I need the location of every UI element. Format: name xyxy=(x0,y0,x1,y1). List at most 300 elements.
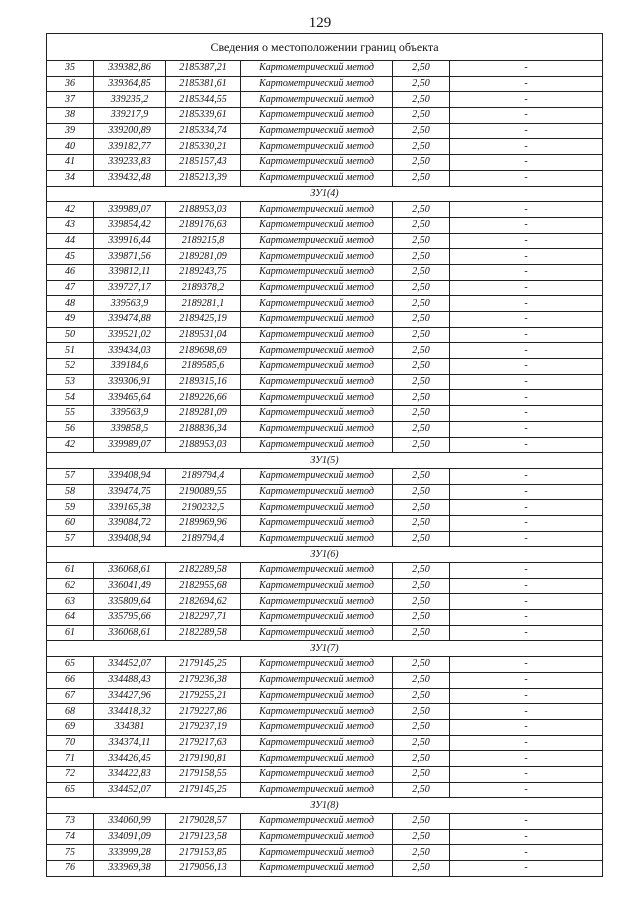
method-cell: Картометрический метод xyxy=(241,155,393,171)
x-coordinate-cell: 339858,5 xyxy=(94,421,166,437)
point-number-cell: 75 xyxy=(47,845,94,861)
point-number-cell: 68 xyxy=(47,704,94,720)
y-coordinate-cell: 2189794,4 xyxy=(166,468,241,484)
point-number-cell: 42 xyxy=(47,202,94,218)
description-cell: - xyxy=(450,139,603,155)
accuracy-cell: 2,50 xyxy=(393,139,450,155)
description-cell: - xyxy=(450,500,603,516)
x-coordinate-cell: 334060,99 xyxy=(94,814,166,830)
accuracy-cell: 2,50 xyxy=(393,766,450,782)
method-cell: Картометрический метод xyxy=(241,280,393,296)
point-number-cell: 58 xyxy=(47,484,94,500)
description-cell: - xyxy=(450,421,603,437)
method-cell: Картометрический метод xyxy=(241,390,393,406)
method-cell: Картометрический метод xyxy=(241,343,393,359)
accuracy-cell: 2,50 xyxy=(393,625,450,641)
description-cell: - xyxy=(450,657,603,673)
table-row xyxy=(47,155,603,171)
description-cell: - xyxy=(450,766,603,782)
table-row xyxy=(47,233,603,249)
point-number-cell: 61 xyxy=(47,625,94,641)
description-cell: - xyxy=(450,484,603,500)
y-coordinate-cell: 2189698,69 xyxy=(166,343,241,359)
y-coordinate-cell: 2179236,38 xyxy=(166,672,241,688)
group-label: ЗУ1(5) xyxy=(47,453,603,469)
x-coordinate-cell: 334091,09 xyxy=(94,829,166,845)
point-number-cell: 42 xyxy=(47,437,94,453)
table-row xyxy=(47,515,603,531)
description-cell: - xyxy=(450,845,603,861)
x-coordinate-cell: 339182,77 xyxy=(94,139,166,155)
accuracy-cell: 2,50 xyxy=(393,123,450,139)
method-cell: Картометрический метод xyxy=(241,782,393,798)
table-row xyxy=(47,657,603,673)
point-number-cell: 34 xyxy=(47,170,94,186)
table-row xyxy=(47,421,603,437)
description-cell: - xyxy=(450,280,603,296)
x-coordinate-cell: 339306,91 xyxy=(94,374,166,390)
y-coordinate-cell: 2189315,16 xyxy=(166,374,241,390)
x-coordinate-cell: 339465,64 xyxy=(94,390,166,406)
x-coordinate-cell: 339364,85 xyxy=(94,76,166,92)
y-coordinate-cell: 2182694,62 xyxy=(166,594,241,610)
x-coordinate-cell: 339382,86 xyxy=(94,61,166,77)
x-coordinate-cell: 339165,38 xyxy=(94,500,166,516)
point-number-cell: 76 xyxy=(47,861,94,877)
description-cell: - xyxy=(450,327,603,343)
x-coordinate-cell: 339408,94 xyxy=(94,531,166,547)
accuracy-cell: 2,50 xyxy=(393,61,450,77)
table-row xyxy=(47,437,603,453)
accuracy-cell: 2,50 xyxy=(393,719,450,735)
accuracy-cell: 2,50 xyxy=(393,751,450,767)
method-cell: Картометрический метод xyxy=(241,688,393,704)
y-coordinate-cell: 2179153,85 xyxy=(166,845,241,861)
x-coordinate-cell: 334488,43 xyxy=(94,672,166,688)
accuracy-cell: 2,50 xyxy=(393,312,450,328)
method-cell: Картометрический метод xyxy=(241,500,393,516)
table-row xyxy=(47,139,603,155)
accuracy-cell: 2,50 xyxy=(393,359,450,375)
x-coordinate-cell: 335795,66 xyxy=(94,610,166,626)
accuracy-cell: 2,50 xyxy=(393,406,450,422)
table-row xyxy=(47,359,603,375)
point-number-cell: 55 xyxy=(47,406,94,422)
x-coordinate-cell: 339871,56 xyxy=(94,249,166,265)
table-row xyxy=(47,76,603,92)
y-coordinate-cell: 2190089,55 xyxy=(166,484,241,500)
group-header-row xyxy=(47,453,603,469)
accuracy-cell: 2,50 xyxy=(393,202,450,218)
description-cell: - xyxy=(450,688,603,704)
y-coordinate-cell: 2189585,6 xyxy=(166,359,241,375)
y-coordinate-cell: 2188836,34 xyxy=(166,421,241,437)
group-label: ЗУ1(7) xyxy=(47,641,603,657)
x-coordinate-cell: 339521,02 xyxy=(94,327,166,343)
table-row xyxy=(47,374,603,390)
point-number-cell: 52 xyxy=(47,359,94,375)
y-coordinate-cell: 2188953,03 xyxy=(166,202,241,218)
method-cell: Картометрический метод xyxy=(241,61,393,77)
y-coordinate-cell: 2189969,96 xyxy=(166,515,241,531)
method-cell: Картометрический метод xyxy=(241,76,393,92)
y-coordinate-cell: 2189176,63 xyxy=(166,217,241,233)
accuracy-cell: 2,50 xyxy=(393,531,450,547)
point-number-cell: 62 xyxy=(47,578,94,594)
x-coordinate-cell: 339854,42 xyxy=(94,217,166,233)
group-header-row xyxy=(47,547,603,563)
x-coordinate-cell: 339727,17 xyxy=(94,280,166,296)
x-coordinate-cell: 336068,61 xyxy=(94,563,166,579)
table-row xyxy=(47,264,603,280)
description-cell: - xyxy=(450,719,603,735)
method-cell: Картометрический метод xyxy=(241,845,393,861)
method-cell: Картометрический метод xyxy=(241,202,393,218)
accuracy-cell: 2,50 xyxy=(393,829,450,845)
description-cell: - xyxy=(450,515,603,531)
x-coordinate-cell: 339233,83 xyxy=(94,155,166,171)
method-cell: Картометрический метод xyxy=(241,704,393,720)
group-header-row xyxy=(47,798,603,814)
method-cell: Картометрический метод xyxy=(241,327,393,343)
method-cell: Картометрический метод xyxy=(241,594,393,610)
point-number-cell: 59 xyxy=(47,500,94,516)
x-coordinate-cell: 339989,07 xyxy=(94,437,166,453)
y-coordinate-cell: 2189215,8 xyxy=(166,233,241,249)
point-number-cell: 69 xyxy=(47,719,94,735)
method-cell: Картометрический метод xyxy=(241,531,393,547)
y-coordinate-cell: 2179028,57 xyxy=(166,814,241,830)
y-coordinate-cell: 2179056,13 xyxy=(166,861,241,877)
table-row xyxy=(47,766,603,782)
method-cell: Картометрический метод xyxy=(241,421,393,437)
accuracy-cell: 2,50 xyxy=(393,735,450,751)
table-row xyxy=(47,829,603,845)
y-coordinate-cell: 2179255,21 xyxy=(166,688,241,704)
table-row xyxy=(47,500,603,516)
y-coordinate-cell: 2182289,58 xyxy=(166,625,241,641)
x-coordinate-cell: 339563,9 xyxy=(94,406,166,422)
method-cell: Картометрический метод xyxy=(241,657,393,673)
description-cell: - xyxy=(450,312,603,328)
accuracy-cell: 2,50 xyxy=(393,484,450,500)
method-cell: Картометрический метод xyxy=(241,437,393,453)
x-coordinate-cell: 334452,07 xyxy=(94,782,166,798)
x-coordinate-cell: 339434,03 xyxy=(94,343,166,359)
table-row xyxy=(47,814,603,830)
method-cell: Картометрический метод xyxy=(241,123,393,139)
accuracy-cell: 2,50 xyxy=(393,296,450,312)
table-row xyxy=(47,578,603,594)
table-row xyxy=(47,280,603,296)
point-number-cell: 61 xyxy=(47,563,94,579)
accuracy-cell: 2,50 xyxy=(393,249,450,265)
point-number-cell: 63 xyxy=(47,594,94,610)
table-row xyxy=(47,61,603,77)
y-coordinate-cell: 2189281,09 xyxy=(166,406,241,422)
x-coordinate-cell: 339989,07 xyxy=(94,202,166,218)
method-cell: Картометрический метод xyxy=(241,751,393,767)
x-coordinate-cell: 334374,11 xyxy=(94,735,166,751)
point-number-cell: 46 xyxy=(47,264,94,280)
method-cell: Картометрический метод xyxy=(241,249,393,265)
accuracy-cell: 2,50 xyxy=(393,76,450,92)
y-coordinate-cell: 2185387,21 xyxy=(166,61,241,77)
point-number-cell: 45 xyxy=(47,249,94,265)
point-number-cell: 47 xyxy=(47,280,94,296)
description-cell: - xyxy=(450,202,603,218)
accuracy-cell: 2,50 xyxy=(393,264,450,280)
table-row xyxy=(47,92,603,108)
method-cell: Картометрический метод xyxy=(241,814,393,830)
point-number-cell: 49 xyxy=(47,312,94,328)
description-cell: - xyxy=(450,217,603,233)
description-cell: - xyxy=(450,610,603,626)
description-cell: - xyxy=(450,751,603,767)
accuracy-cell: 2,50 xyxy=(393,374,450,390)
point-number-cell: 74 xyxy=(47,829,94,845)
y-coordinate-cell: 2185157,43 xyxy=(166,155,241,171)
accuracy-cell: 2,50 xyxy=(393,515,450,531)
method-cell: Картометрический метод xyxy=(241,108,393,124)
method-cell: Картометрический метод xyxy=(241,610,393,626)
y-coordinate-cell: 2189226,66 xyxy=(166,390,241,406)
table-row xyxy=(47,719,603,735)
point-number-cell: 72 xyxy=(47,766,94,782)
x-coordinate-cell: 334427,96 xyxy=(94,688,166,704)
point-number-cell: 38 xyxy=(47,108,94,124)
x-coordinate-cell: 334381 xyxy=(94,719,166,735)
accuracy-cell: 2,50 xyxy=(393,217,450,233)
table-row xyxy=(47,845,603,861)
accuracy-cell: 2,50 xyxy=(393,563,450,579)
x-coordinate-cell: 339217,9 xyxy=(94,108,166,124)
point-number-cell: 70 xyxy=(47,735,94,751)
table-row xyxy=(47,170,603,186)
accuracy-cell: 2,50 xyxy=(393,155,450,171)
table-row xyxy=(47,217,603,233)
point-number-cell: 51 xyxy=(47,343,94,359)
description-cell: - xyxy=(450,343,603,359)
method-cell: Картометрический метод xyxy=(241,829,393,845)
description-cell: - xyxy=(450,374,603,390)
accuracy-cell: 2,50 xyxy=(393,170,450,186)
accuracy-cell: 2,50 xyxy=(393,468,450,484)
point-number-cell: 40 xyxy=(47,139,94,155)
y-coordinate-cell: 2185344,55 xyxy=(166,92,241,108)
point-number-cell: 37 xyxy=(47,92,94,108)
method-cell: Картометрический метод xyxy=(241,264,393,280)
method-cell: Картометрический метод xyxy=(241,170,393,186)
description-cell: - xyxy=(450,170,603,186)
description-cell: - xyxy=(450,531,603,547)
accuracy-cell: 2,50 xyxy=(393,845,450,861)
table-title: Сведения о местоположении границ объекта xyxy=(47,34,603,61)
table-row xyxy=(47,249,603,265)
group-header-row xyxy=(47,641,603,657)
y-coordinate-cell: 2182297,71 xyxy=(166,610,241,626)
accuracy-cell: 2,50 xyxy=(393,578,450,594)
accuracy-cell: 2,50 xyxy=(393,343,450,359)
description-cell: - xyxy=(450,672,603,688)
description-cell: - xyxy=(450,437,603,453)
point-number-cell: 57 xyxy=(47,468,94,484)
table-row xyxy=(47,672,603,688)
accuracy-cell: 2,50 xyxy=(393,437,450,453)
table-row xyxy=(47,861,603,877)
method-cell: Картометрический метод xyxy=(241,217,393,233)
description-cell: - xyxy=(450,625,603,641)
table-row xyxy=(47,594,603,610)
x-coordinate-cell: 336068,61 xyxy=(94,625,166,641)
x-coordinate-cell: 333969,38 xyxy=(94,861,166,877)
point-number-cell: 54 xyxy=(47,390,94,406)
method-cell: Картометрический метод xyxy=(241,563,393,579)
point-number-cell: 71 xyxy=(47,751,94,767)
y-coordinate-cell: 2190232,5 xyxy=(166,500,241,516)
page-number: 129 xyxy=(308,15,332,31)
table-row xyxy=(47,406,603,422)
point-number-cell: 35 xyxy=(47,61,94,77)
table-row xyxy=(47,327,603,343)
accuracy-cell: 2,50 xyxy=(393,233,450,249)
accuracy-cell: 2,50 xyxy=(393,421,450,437)
x-coordinate-cell: 339563,9 xyxy=(94,296,166,312)
method-cell: Картометрический метод xyxy=(241,861,393,877)
y-coordinate-cell: 2179145,25 xyxy=(166,782,241,798)
x-coordinate-cell: 335809,64 xyxy=(94,594,166,610)
x-coordinate-cell: 339184,6 xyxy=(94,359,166,375)
x-coordinate-cell: 334418,32 xyxy=(94,704,166,720)
description-cell: - xyxy=(450,249,603,265)
method-cell: Картометрический метод xyxy=(241,735,393,751)
table-row xyxy=(47,343,603,359)
accuracy-cell: 2,50 xyxy=(393,500,450,516)
accuracy-cell: 2,50 xyxy=(393,610,450,626)
point-number-cell: 39 xyxy=(47,123,94,139)
y-coordinate-cell: 2185381,61 xyxy=(166,76,241,92)
accuracy-cell: 2,50 xyxy=(393,657,450,673)
description-cell: - xyxy=(450,296,603,312)
y-coordinate-cell: 2185339,61 xyxy=(166,108,241,124)
accuracy-cell: 2,50 xyxy=(393,92,450,108)
description-cell: - xyxy=(450,155,603,171)
point-number-cell: 60 xyxy=(47,515,94,531)
group-header-row xyxy=(47,186,603,202)
method-cell: Картометрический метод xyxy=(241,515,393,531)
description-cell: - xyxy=(450,578,603,594)
point-number-cell: 65 xyxy=(47,657,94,673)
description-cell: - xyxy=(450,406,603,422)
description-cell: - xyxy=(450,861,603,877)
table-row xyxy=(47,484,603,500)
x-coordinate-cell: 339084,72 xyxy=(94,515,166,531)
x-coordinate-cell: 339916,44 xyxy=(94,233,166,249)
method-cell: Картометрический метод xyxy=(241,468,393,484)
method-cell: Картометрический метод xyxy=(241,233,393,249)
y-coordinate-cell: 2189281,1 xyxy=(166,296,241,312)
description-cell: - xyxy=(450,61,603,77)
accuracy-cell: 2,50 xyxy=(393,861,450,877)
accuracy-cell: 2,50 xyxy=(393,688,450,704)
accuracy-cell: 2,50 xyxy=(393,672,450,688)
accuracy-cell: 2,50 xyxy=(393,327,450,343)
group-label: ЗУ1(8) xyxy=(47,798,603,814)
description-cell: - xyxy=(450,108,603,124)
accuracy-cell: 2,50 xyxy=(393,108,450,124)
group-label: ЗУ1(6) xyxy=(47,547,603,563)
x-coordinate-cell: 339200,89 xyxy=(94,123,166,139)
point-number-cell: 57 xyxy=(47,531,94,547)
table-row xyxy=(47,312,603,328)
table-row xyxy=(47,296,603,312)
y-coordinate-cell: 2189794,4 xyxy=(166,531,241,547)
description-cell: - xyxy=(450,735,603,751)
description-cell: - xyxy=(450,594,603,610)
x-coordinate-cell: 336041,49 xyxy=(94,578,166,594)
x-coordinate-cell: 339812,11 xyxy=(94,264,166,280)
description-cell: - xyxy=(450,233,603,249)
point-number-cell: 41 xyxy=(47,155,94,171)
table-row xyxy=(47,563,603,579)
description-cell: - xyxy=(450,563,603,579)
method-cell: Картометрический метод xyxy=(241,719,393,735)
point-number-cell: 73 xyxy=(47,814,94,830)
y-coordinate-cell: 2185213,39 xyxy=(166,170,241,186)
point-number-cell: 44 xyxy=(47,233,94,249)
table-row xyxy=(47,688,603,704)
description-cell: - xyxy=(450,829,603,845)
y-coordinate-cell: 2179145,25 xyxy=(166,657,241,673)
method-cell: Картометрический метод xyxy=(241,484,393,500)
description-cell: - xyxy=(450,123,603,139)
point-number-cell: 43 xyxy=(47,217,94,233)
y-coordinate-cell: 2189531,04 xyxy=(166,327,241,343)
accuracy-cell: 2,50 xyxy=(393,814,450,830)
accuracy-cell: 2,50 xyxy=(393,594,450,610)
y-coordinate-cell: 2179237,19 xyxy=(166,719,241,735)
point-number-cell: 48 xyxy=(47,296,94,312)
table-row xyxy=(47,751,603,767)
x-coordinate-cell: 339235,2 xyxy=(94,92,166,108)
point-number-cell: 65 xyxy=(47,782,94,798)
description-cell: - xyxy=(450,264,603,280)
point-number-cell: 64 xyxy=(47,610,94,626)
point-number-cell: 56 xyxy=(47,421,94,437)
method-cell: Картометрический метод xyxy=(241,625,393,641)
table-row xyxy=(47,704,603,720)
y-coordinate-cell: 2179190,81 xyxy=(166,751,241,767)
description-cell: - xyxy=(450,76,603,92)
point-number-cell: 53 xyxy=(47,374,94,390)
y-coordinate-cell: 2182955,68 xyxy=(166,578,241,594)
method-cell: Картометрический метод xyxy=(241,139,393,155)
y-coordinate-cell: 2179217,63 xyxy=(166,735,241,751)
accuracy-cell: 2,50 xyxy=(393,390,450,406)
description-cell: - xyxy=(450,92,603,108)
x-coordinate-cell: 334422,83 xyxy=(94,766,166,782)
y-coordinate-cell: 2185334,74 xyxy=(166,123,241,139)
y-coordinate-cell: 2189243,75 xyxy=(166,264,241,280)
table-row xyxy=(47,202,603,218)
group-label: ЗУ1(4) xyxy=(47,186,603,202)
boundary-points-table xyxy=(46,33,603,877)
method-cell: Картометрический метод xyxy=(241,296,393,312)
y-coordinate-cell: 2189281,09 xyxy=(166,249,241,265)
method-cell: Картометрический метод xyxy=(241,312,393,328)
point-number-cell: 66 xyxy=(47,672,94,688)
x-coordinate-cell: 334452,07 xyxy=(94,657,166,673)
